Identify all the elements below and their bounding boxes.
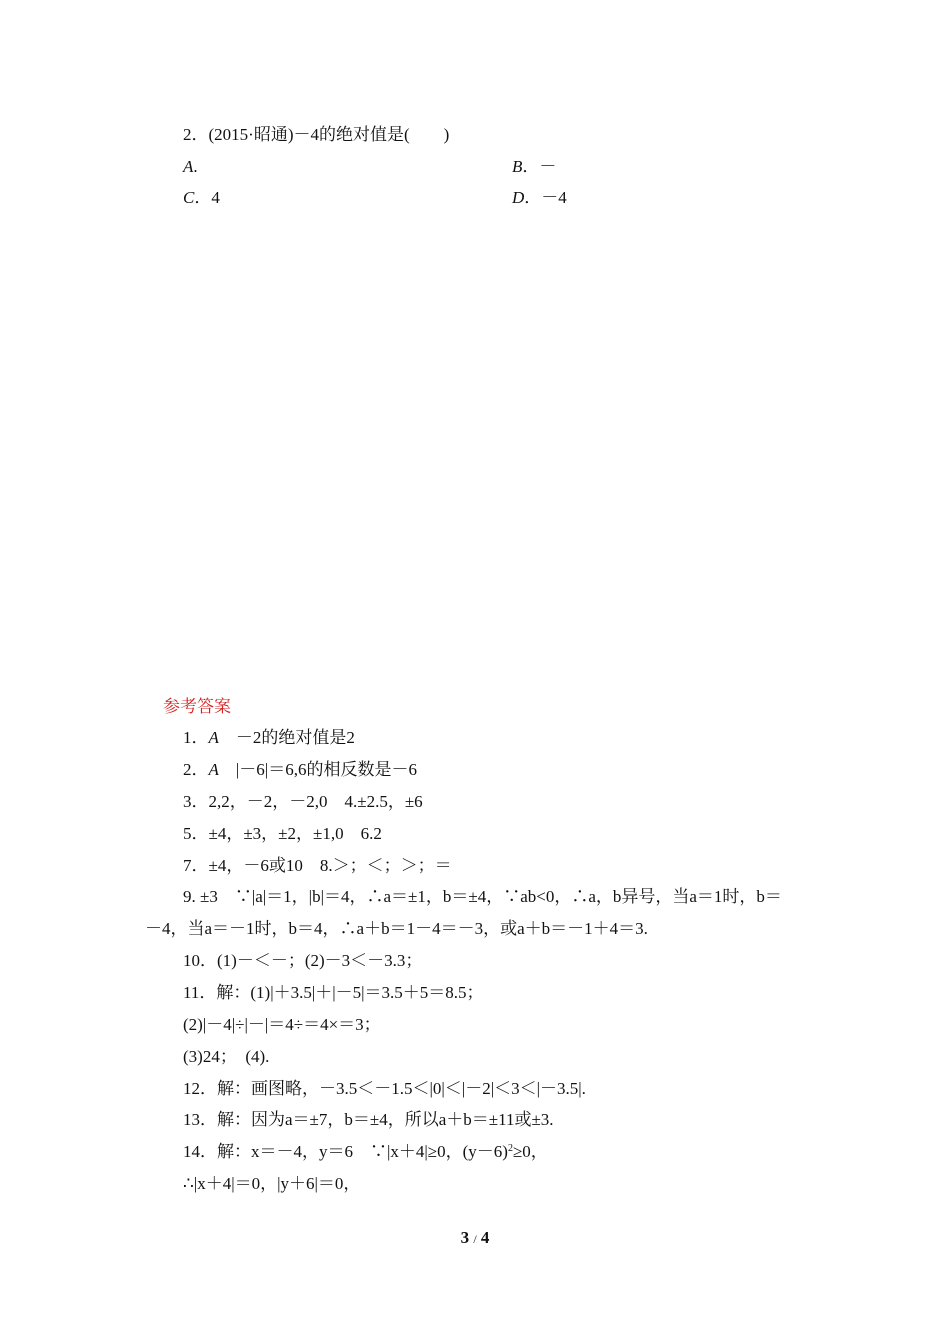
answer-explanation: |－6|＝6,6的相反数是－6 <box>218 760 417 779</box>
answers-heading: 参考答案 <box>163 697 231 716</box>
answer-line: ∴|x＋4|＝0，|y＋6|＝0， <box>183 1174 361 1193</box>
answer-explanation: －2的绝对值是2 <box>218 728 355 747</box>
answer-text: 14．解：x＝－4，y＝6 ∵|x＋4|≥0，(y－6) <box>183 1142 508 1161</box>
option-text: ．－ <box>522 157 557 176</box>
option-text: ．－4 <box>524 188 567 207</box>
page-separator: / <box>473 1232 477 1246</box>
answer-line: (2)|－4|÷|－|＝4÷＝4×＝3； <box>183 1015 381 1034</box>
total-pages: 4 <box>480 1228 490 1247</box>
option-d <box>512 187 567 209</box>
answer-line: 13．解：因为a＝±7，b＝±4，所以a＋b＝±11或±3. <box>183 1110 554 1129</box>
superscript: 2 <box>507 1143 513 1154</box>
answer-line <box>183 1141 548 1163</box>
option-c <box>183 187 220 209</box>
option-a <box>183 156 198 178</box>
answer-line: 3．2,2，－2，－2,0 4.±2.5，±6 <box>183 792 423 811</box>
answer-number: 1． <box>183 728 209 747</box>
answer-line <box>183 727 355 749</box>
answer-line: 10．(1)－＜－；(2)－3＜－3.3； <box>183 951 423 970</box>
option-text: . <box>193 157 198 176</box>
page-number <box>0 1227 950 1250</box>
option-text: ．4 <box>194 188 220 207</box>
answer-line: 12．解：画图略，－3.5＜－1.5＜|0|＜|－2|＜3＜|－3.5|. <box>183 1079 586 1098</box>
answer-line: 11．解：(1)|＋3.5|＋|－5|＝3.5＋5＝8.5； <box>183 983 484 1002</box>
answer-line: 5．±4，±3，±2，±1,0 6.2 <box>183 824 382 843</box>
current-page: 3 <box>460 1228 470 1247</box>
option-letter: C <box>183 188 195 207</box>
answer-text: ≥0， <box>512 1142 548 1161</box>
answer-number: 2． <box>183 760 209 779</box>
option-letter: D <box>512 188 525 207</box>
option-b <box>512 156 556 178</box>
answer-line-continued: －4，当a＝－1时，b＝4，∴a＋b＝1－4＝－3，或a＋b＝－1＋4＝3. <box>145 919 648 938</box>
option-letter: B <box>512 157 523 176</box>
answer-choice: A <box>208 728 219 747</box>
answer-line <box>183 759 417 781</box>
answer-line: (3)24； (4). <box>183 1047 270 1066</box>
answer-line: 7．±4，－6或10 8.＞；＜；＞；＝ <box>183 856 452 875</box>
option-letter: A <box>183 157 194 176</box>
question-stem: 2．(2015·昭通)－4的绝对值是( ) <box>183 125 450 144</box>
answer-choice: A <box>208 760 219 779</box>
answer-line: 9. ±3 ∵|a|＝1，|b|＝4，∴a＝±1，b＝±4，∵ab<0，∴a，b异号，当a＝1时，b＝ <box>183 887 782 906</box>
